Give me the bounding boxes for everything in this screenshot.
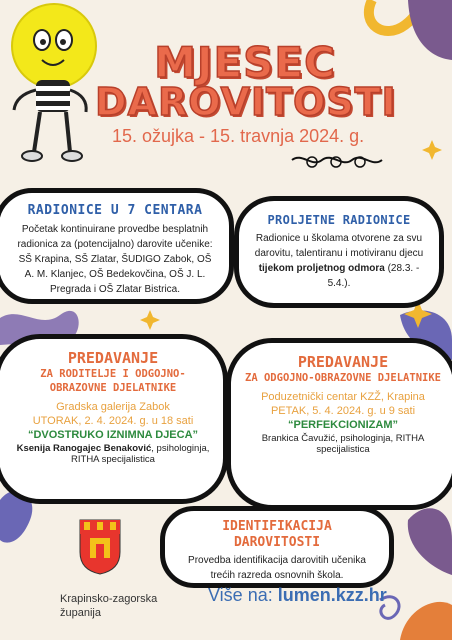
ident-heading-2: DAROVITOSTI — [233, 535, 321, 550]
pred2-place: Poduzetnički centar KZŽ, Krapina — [261, 391, 425, 403]
proljetne-heading: PROLJETNE RADIONICE — [267, 213, 411, 227]
pred2-heading-1: PREDAVANJE — [297, 353, 389, 371]
pred1-topic: “DVOSTRUKO IZNIMNA DJECA” — [27, 429, 199, 441]
title-line-1: MJESEC — [154, 38, 336, 87]
pred2-topic: “PERFEKCIONIZAM” — [288, 419, 398, 431]
footer-link[interactable]: lumen.kzz.hr — [277, 585, 387, 605]
footer-more-info — [208, 585, 387, 606]
top-right-purple-blob — [408, 0, 452, 60]
orange-blob-bottom-right — [400, 602, 452, 640]
title-line-2: DAROVITOSTI — [95, 80, 397, 124]
county-line-1: Krapinsko-zagorska — [60, 593, 158, 605]
pred1-when: UTORAK, 2. 4. 2024. g. u 18 sati — [32, 415, 194, 427]
swirl-black — [292, 158, 382, 163]
radionice-heading: RADIONICE U 7 CENTARA — [27, 203, 203, 218]
pred1-heading-2: ZA RODITELJE I ODGOJNO-OBRAZOVNE DJELATNIKE — [40, 368, 186, 394]
ident-heading-1: IDENTIFIKACIJA — [222, 519, 332, 534]
proljetne-text — [251, 231, 427, 291]
pred1-heading-1: PREDAVANJE — [67, 349, 159, 367]
pred1-speaker-role: , psihologinja, RITHA specijalistica — [71, 443, 210, 465]
pred2-speaker-name: Brankica Čavužić — [261, 433, 336, 444]
county-line-2: županija — [60, 607, 101, 619]
radionice-text: Početak kontinuirane provedbe besplatnih radionica za (potencijalno) darovite učenike: SŠ Krapina, SŠ Zlatar, ŠUDIGO Zabok, OŠ A. M. Klanjec, OŠ Bedekovčina, OŠ J. L. Pregrada i OŠ Zlatar Bistrica. — [17, 224, 213, 295]
small-sparkle-3 — [422, 140, 442, 160]
pred1-place: Gradska galerija Zabok — [56, 401, 170, 413]
card-proljetne-radionice — [234, 196, 444, 308]
pred1-speaker — [13, 443, 213, 465]
proljetne-text-2: (28.3. - 5.4.). — [327, 263, 420, 289]
county-name — [60, 592, 157, 620]
purple-blob-bottom-right — [408, 508, 452, 575]
lightbulb-mascot-illustration — [8, 2, 100, 164]
card-predavanje-djelatnike — [226, 338, 452, 510]
footer-prefix: Više na: — [208, 585, 278, 605]
pred2-speaker-role: , psihologinja, RITHA specijalistica — [316, 433, 425, 455]
pred2-when: PETAK, 5. 4. 2024. g. u 9 sati — [270, 405, 416, 417]
pred1-speaker-name: Ksenija Ranogajec Benaković — [16, 443, 152, 454]
proljetne-text-1: Radionice u školama otvorene za svu darovitu, talentiranu i motiviranu djecu — [254, 233, 424, 259]
small-sparkle-2 — [140, 310, 160, 330]
card-radionice-7-centara — [0, 188, 234, 304]
ident-text: Provedba identifikacija darovitih učenika trećih razreda osnovnih škola. — [188, 555, 366, 581]
event-dates: 15. ožujka - 15. travnja 2024. g. — [112, 126, 365, 146]
pred2-speaker — [243, 433, 443, 455]
card-identifikacija — [160, 506, 394, 588]
pred2-heading-2: ZA ODGOJNO-OBRAZOVNE DJELATNIKE — [245, 372, 441, 384]
proljetne-text-bold: tijekom proljetnog odmora — [258, 263, 385, 274]
county-coat-of-arms-icon — [78, 518, 122, 576]
card-predavanje-roditelje — [0, 334, 228, 504]
